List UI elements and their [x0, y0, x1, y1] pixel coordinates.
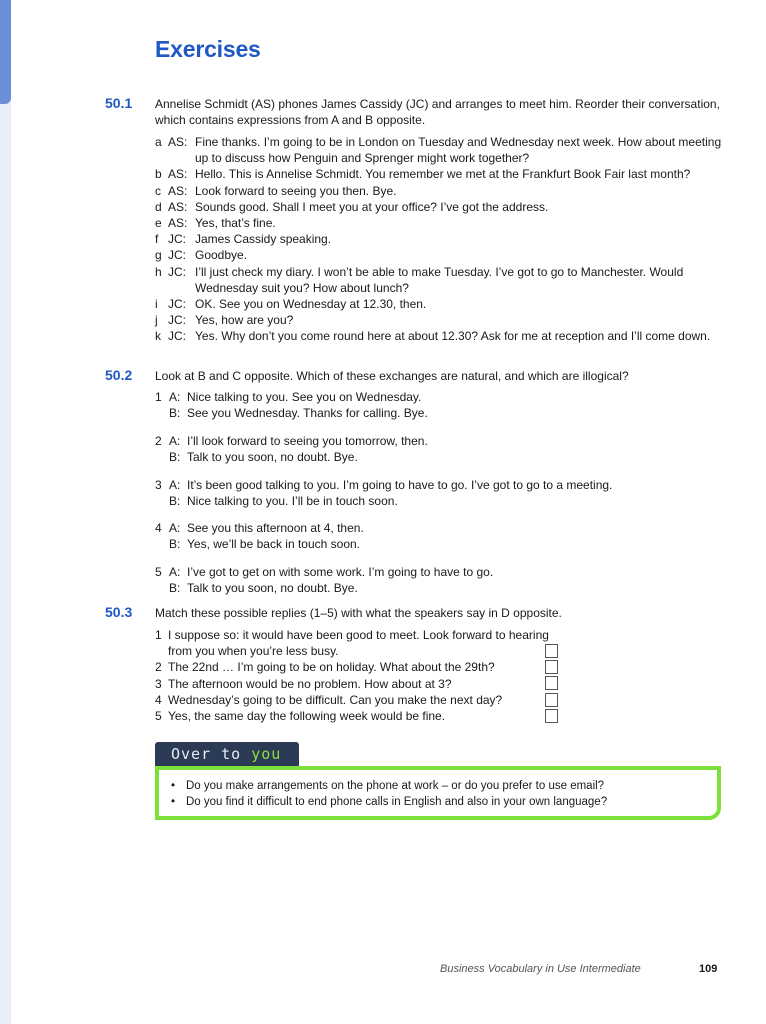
- exchange-text-b: Yes, we’ll be back in touch soon.: [187, 537, 360, 552]
- exchange-line-a: [155, 433, 725, 449]
- line-letter: e: [155, 216, 162, 231]
- reply-item: [155, 692, 575, 708]
- conversation-line: [155, 215, 725, 231]
- over-to-you-bullets: [170, 778, 607, 810]
- reply-number: 2: [155, 660, 162, 675]
- line-text: Yes, how are you?: [195, 313, 294, 328]
- reply-text: The afternoon would be no problem. How about at 3?: [168, 676, 452, 691]
- exchange-line-b: [155, 449, 725, 465]
- line-speaker: JC:: [168, 313, 186, 328]
- exchange-pair: [155, 477, 725, 509]
- answer-boxes: [545, 644, 559, 725]
- over-to-you-tab: [155, 742, 299, 766]
- exchange-number: 2: [155, 434, 162, 448]
- line-speaker: JC:: [168, 297, 186, 312]
- speaker-a-label: A:: [169, 390, 181, 404]
- conversation-lines-list: [155, 134, 725, 345]
- conversation-line: [155, 183, 725, 199]
- footer-book-title: Business Vocabulary in Use Intermediate: [440, 963, 641, 975]
- exchange-line-a: [155, 564, 725, 580]
- replies-list: [155, 627, 575, 724]
- conversation-line: [155, 328, 725, 344]
- exchange-text-a: It’s been good talking to you. I’m going to have to go. I’ve got to go to a meeting.: [187, 478, 613, 492]
- reply-text: The 22nd … I’m going to be on holiday. What about the 29th?: [168, 660, 495, 675]
- answer-box[interactable]: [545, 676, 558, 690]
- reply-item: [155, 676, 575, 692]
- reply-number: 5: [155, 709, 162, 724]
- exchange-pair: [155, 389, 725, 421]
- line-speaker: AS:: [168, 167, 188, 182]
- line-text: Goodbye.: [195, 248, 248, 263]
- exchange-number: 4: [155, 521, 162, 535]
- line-letter: k: [155, 329, 161, 344]
- exchange-text-b: Talk to you soon, no doubt. Bye.: [187, 450, 358, 465]
- answer-box[interactable]: [545, 644, 558, 658]
- exercise-number-50-1: 50.1: [105, 95, 133, 111]
- line-text: Sounds good. Shall I meet you at your office? I’ve got the address.: [195, 199, 549, 214]
- exchange-line-b: [155, 493, 725, 509]
- speaker-a-label: A:: [169, 434, 181, 448]
- unit-tab-marker: [0, 0, 11, 104]
- exchange-text-b: Talk to you soon, no doubt. Bye.: [187, 581, 358, 596]
- exercise-instruction-50-3: Match these possible replies (1–5) with what the speakers say in D opposite.: [155, 606, 562, 620]
- speaker-b-label: B:: [169, 581, 181, 596]
- line-text: Hello. This is Annelise Schmidt. You remember we met at the Frankfurt Book Fair last month?: [195, 167, 691, 182]
- footer-page-number: 109: [699, 963, 718, 975]
- reply-item: [155, 627, 575, 659]
- speaker-b-label: B:: [169, 450, 181, 465]
- over-to-you-label: [171, 745, 281, 763]
- exercise-instruction-50-1: Annelise Schmidt (AS) phones James Cassidy (JC) and arranges to meet him. Reorder their conversation, which contains expressions from A and B opposite.: [155, 97, 720, 128]
- exchange-line-a: [155, 520, 725, 536]
- speaker-a-label: A:: [169, 565, 181, 579]
- line-letter: g: [155, 248, 162, 263]
- line-letter: j: [155, 313, 158, 328]
- over-to-you-label-start: Over to: [171, 745, 252, 763]
- answer-box[interactable]: [545, 660, 558, 674]
- conversation-line: [155, 134, 725, 166]
- speaker-b-label: B:: [169, 494, 181, 509]
- line-letter: f: [155, 232, 159, 247]
- conversation-line: [155, 166, 725, 182]
- bullet-icon: •: [171, 780, 176, 792]
- discussion-question: [170, 778, 607, 794]
- exchange-text-a: I’ve got to get on with some work. I’m going to have to go.: [187, 565, 494, 579]
- reply-number: 1: [155, 628, 162, 642]
- exchange-line-a: [155, 477, 725, 493]
- line-letter: a: [155, 135, 162, 149]
- conversation-line: [155, 247, 725, 263]
- reply-text: Wednesday’s going to be difficult. Can you make the next day?: [168, 692, 503, 707]
- exchange-text-b: Nice talking to you. I’ll be in touch soon.: [187, 494, 398, 509]
- answer-box[interactable]: [545, 709, 558, 723]
- conversation-line: [155, 264, 725, 296]
- line-speaker: AS:: [168, 183, 188, 198]
- exchange-number: 3: [155, 478, 162, 492]
- line-speaker: AS:: [168, 199, 188, 214]
- conversation-line: [155, 296, 725, 312]
- line-letter: c: [155, 183, 161, 198]
- line-text: Yes. Why don’t you come round here at about 12.30? Ask for me at reception and I’ll come down.: [195, 329, 711, 344]
- exchange-number: 1: [155, 390, 162, 404]
- conversation-line: [155, 199, 725, 215]
- line-speaker: JC:: [168, 329, 186, 344]
- line-letter: h: [155, 264, 162, 279]
- exchange-text-a: See you this afternoon at 4, then.: [187, 521, 364, 535]
- line-letter: b: [155, 167, 162, 182]
- over-to-you-label-highlight: you: [251, 745, 282, 763]
- exchange-line-a: [155, 389, 725, 405]
- exercise-number-50-2: 50.2: [105, 367, 133, 383]
- page-margin-strip: [0, 0, 11, 1024]
- exchange-pair: [155, 520, 725, 552]
- exchange-line-b: [155, 536, 725, 552]
- line-text: Look forward to seeing you then. Bye.: [195, 183, 397, 198]
- line-text: Fine thanks. I’m going to be in London on Tuesday and Wednesday next week. How about meeting up to discuss how Penguin and Sprenger might work together?: [195, 135, 722, 166]
- speaker-b-label: B:: [169, 406, 181, 421]
- exchange-text-a: Nice talking to you. See you on Wednesday.: [187, 390, 422, 404]
- reply-item: [155, 659, 575, 675]
- line-speaker: JC:: [168, 232, 186, 247]
- speaker-a-label: A:: [169, 521, 181, 535]
- bullet-icon: •: [171, 796, 176, 808]
- exchange-pair: [155, 433, 725, 465]
- exchange-number: 5: [155, 565, 162, 579]
- line-speaker: JC:: [168, 264, 186, 279]
- question-text: Do you make arrangements on the phone at work – or do you prefer to use email?: [186, 780, 605, 792]
- line-text: I’ll just check my diary. I won’t be able to make Tuesday. I’ve got to go to Manchester. Would Wednesday suit you? How about lunch?: [195, 264, 684, 295]
- reply-text: I suppose so: it would have been good to meet. Look forward to hearing from you when you’re less busy.: [168, 628, 549, 659]
- exercise-instruction-50-2: Look at B and C opposite. Which of these exchanges are natural, and which are illogical?: [155, 369, 629, 383]
- exchange-text-b: See you Wednesday. Thanks for calling. Bye.: [187, 406, 428, 421]
- line-speaker: AS:: [168, 135, 188, 149]
- exchange-line-b: [155, 580, 725, 596]
- reply-text: Yes, the same day the following week would be fine.: [168, 709, 446, 724]
- question-text: Do you find it difficult to end phone calls in English and also in your own language?: [186, 796, 608, 808]
- line-letter: i: [155, 297, 158, 312]
- page-title: Exercises: [155, 36, 261, 62]
- reply-number: 4: [155, 692, 162, 707]
- reply-item: [155, 708, 575, 724]
- speaker-a-label: A:: [169, 478, 181, 492]
- exercise-number-50-3: 50.3: [105, 604, 133, 620]
- line-letter: d: [155, 199, 162, 214]
- exchange-pair: [155, 564, 725, 596]
- reply-number: 3: [155, 676, 162, 691]
- exchange-text-a: I’ll look forward to seeing you tomorrow, then.: [187, 434, 428, 448]
- line-text: Yes, that’s fine.: [195, 216, 276, 231]
- answer-box[interactable]: [545, 693, 558, 707]
- discussion-question: [170, 794, 607, 810]
- speaker-b-label: B:: [169, 537, 181, 552]
- line-text: James Cassidy speaking.: [195, 232, 332, 247]
- line-speaker: JC:: [168, 248, 186, 263]
- line-speaker: AS:: [168, 216, 188, 231]
- exchange-line-b: [155, 405, 725, 421]
- conversation-line: [155, 231, 725, 247]
- line-text: OK. See you on Wednesday at 12.30, then.: [195, 297, 427, 312]
- conversation-line: [155, 312, 725, 328]
